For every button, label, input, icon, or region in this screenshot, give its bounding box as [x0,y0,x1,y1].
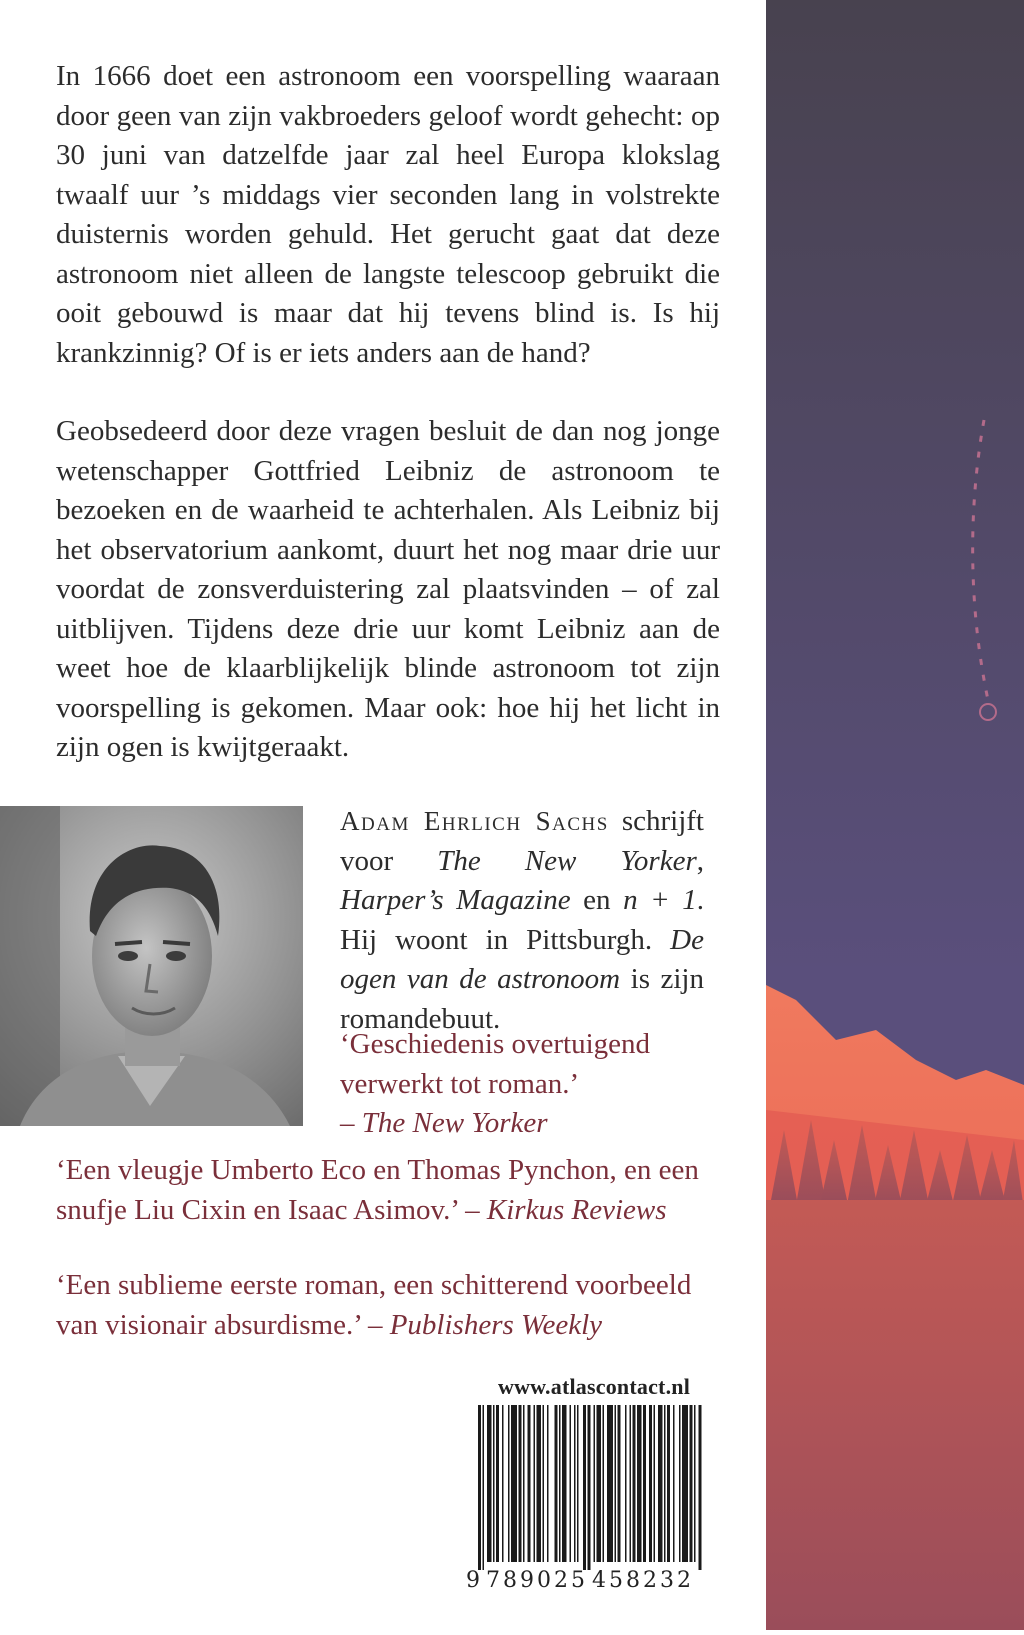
bio-text: , [696,844,704,877]
publication-new-yorker: The New Yorker [437,844,697,877]
review-quote-3 [56,1266,726,1345]
bio-text: is zijn romandebuut. [340,963,704,1035]
bio-text: . Hij woont in Pittsburgh. [340,884,704,956]
quote-text: ‘Een vleugje Umberto Eco en Thomas Pynchon, en een snufje Liu Cixin en Isaac Asimov.’ – [56,1154,699,1226]
bio-text: en [570,884,624,916]
blurb-paragraph-2: Geobsedeerd door deze vragen besluit de dan nog jonge wetenschapper Gottfried Leibniz de astronoom te bezoeken en de waarheid te achterhalen. Als Leibniz bij het observatorium aankomt, duurt het nog maar drie uur voordat de zonsverduistering zal plaatsvinden – of zal uitblijven. Tijdens deze drie uur komt Leibniz aan de weet hoe de klaarblijkelijk blinde astronoom tot zijn voorspelling is gekomen. Maar ook: hoe hij het licht in zijn ogen is kwijtgeraakt. [56,415,720,763]
isbn-prefix: 9 [466,1568,483,1593]
barcode-bars [466,1405,708,1570]
blurb-paragraph-1: In 1666 doet een astronoom een voorspelling waaraan door geen van zijn vakbroeders geloof wordt gehecht: op 30 juni van datzelfde jaar zal heel Europa klokslag twaalf uur ’s middags vier seconden lang in volstrekte duisternis worden gehuld. Het gerucht gaat dat deze astronoom niet alleen de langste telescoop gebruikt die ooit gebouwd is maar dat hij tevens blind is. Is hij krankzinnig? Of is er iets anders aan de hand? [56,60,720,369]
isbn-group-b: 458232 [592,1568,694,1593]
review-quote-2 [56,1151,726,1230]
quote-source: Publishers Weekly [389,1308,603,1341]
author-photo [0,806,303,1126]
author-name: Adam Ehrlich Sachs [340,806,609,836]
quote-dash: – [340,1107,362,1139]
isbn-group-a: 789025 [486,1568,588,1593]
publisher-website: www.atlascontact.nl [498,1374,691,1399]
quote-source: The New Yorker [361,1107,548,1139]
book-title: De ogen van de astronoom [340,923,704,995]
quote-text: ‘Geschiedenis overtuigend verwerkt tot roman.’ [340,1028,651,1100]
publication-n-plus-one: n + 1 [623,884,697,916]
bio-text: schrijft voor [340,805,704,877]
cover-illustration [766,0,1024,1630]
author-bio [340,802,704,1039]
isbn-number [466,1568,708,1598]
barcode [466,1405,708,1603]
review-quote-1 [340,1025,720,1144]
quote-text: ‘Een sublieme eerste roman, een schitterend voorbeeld van visionair absurdisme.’ – [56,1269,692,1341]
publication-harpers: Harper’s Magazine [340,884,571,916]
quote-source: Kirkus Reviews [486,1193,667,1226]
